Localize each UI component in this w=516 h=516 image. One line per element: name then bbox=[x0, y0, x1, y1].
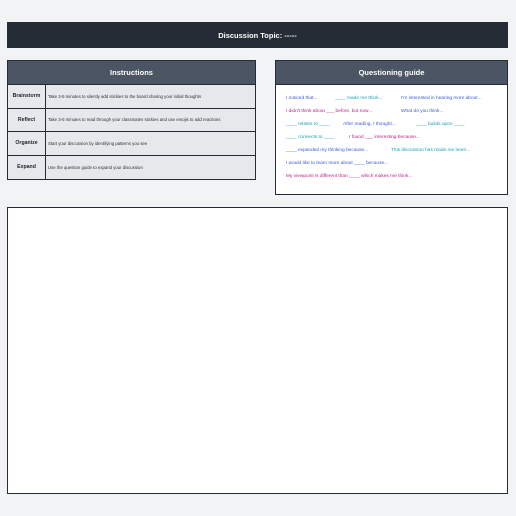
instruction-label: Brainstorm bbox=[8, 85, 46, 108]
guide-phrase: I noticed that... bbox=[286, 96, 318, 101]
guide-phrase: I would like to learn more about ____ because... bbox=[286, 161, 389, 166]
instruction-text: Start your discussion by identifying patterns you see bbox=[48, 140, 148, 146]
guide-phrase: What do you think... bbox=[401, 109, 444, 114]
guide-phrase: I'm interested in hearing more about... bbox=[401, 96, 482, 101]
instructions-panel bbox=[7, 60, 256, 180]
questioning-guide-panel bbox=[275, 60, 508, 195]
guide-phrase: ____ relates to ____ bbox=[286, 122, 330, 127]
instruction-text: Take 3-5 minutes to read through your classmates stickies and use emojis to add reactions bbox=[48, 117, 221, 123]
guide-phrase: ____ made me think... bbox=[335, 96, 383, 101]
guide-phrase: ____ builds upon ____ bbox=[416, 122, 465, 127]
guide-phrase: I found ___ interesting because... bbox=[349, 135, 420, 140]
instruction-row-reflect bbox=[8, 109, 255, 133]
guide-phrase: After reading, I thought... bbox=[343, 122, 396, 127]
guide-phrase: My viewpoint is different than ____ which makes me think... bbox=[286, 174, 413, 179]
instruction-text: Take 3-5 minutes to silently add stickies to the board sharing your initial thoughts bbox=[48, 93, 202, 99]
guide-phrase: I didn't think about ___ before, but now... bbox=[286, 109, 373, 114]
guide-phrase: ____ expanded my thinking because... bbox=[286, 148, 369, 153]
instruction-row-organize bbox=[8, 132, 255, 156]
instruction-label: Organize bbox=[8, 132, 46, 155]
discussion-topic-bar bbox=[7, 22, 508, 48]
instruction-row-expand bbox=[8, 156, 255, 180]
guide-phrase: ____ connects to ____ bbox=[286, 135, 335, 140]
instruction-label: Reflect bbox=[8, 109, 46, 132]
instructions-header: Instructions bbox=[8, 61, 255, 85]
discussion-board-canvas[interactable] bbox=[7, 207, 508, 494]
instruction-label: Expand bbox=[8, 156, 46, 180]
guide-phrase: This discussion has made me learn... bbox=[391, 148, 471, 153]
questioning-guide-header: Questioning guide bbox=[276, 61, 507, 85]
instruction-row-brainstorm bbox=[8, 85, 255, 109]
instruction-text: Use the question guide to expand your discussion bbox=[48, 164, 143, 170]
discussion-topic-title: Discussion Topic: ----- bbox=[218, 30, 297, 40]
